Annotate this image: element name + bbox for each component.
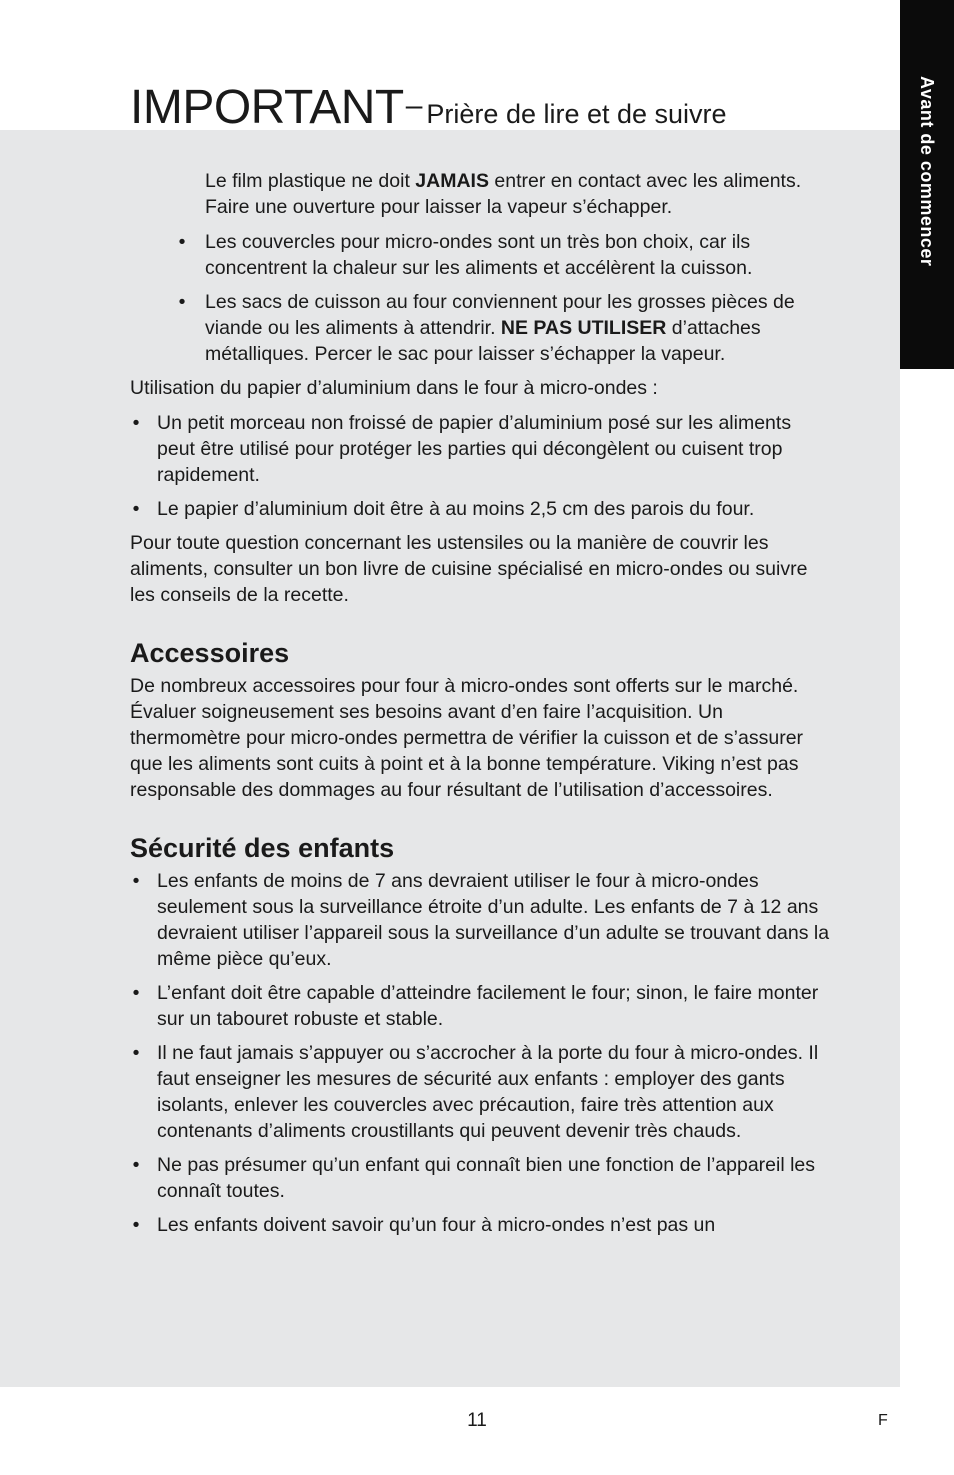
list-item: • Les sacs de cuisson au four conviennent pour les grosses pièces de viande ou les aliments à attendrir. NE PAS UTILISER d’attaches métalliques. Percer le sac pour laisser s’échapper la vapeur.: [130, 289, 830, 367]
bullet-icon: •: [178, 291, 186, 313]
list-item: • Il ne faut jamais s’appuyer ou s’accrocher à la porte du four à micro-ondes. Il faut enseigner les mesures de sécurité aux enfants : employer des gants isolants, enlever les couvercles avec précaution, faire très attention aux contenants d’aliments croustillants qui peuvent devenir très chauds.: [130, 1040, 830, 1144]
bullet-icon: •: [132, 498, 140, 520]
intro-continuation: Le film plastique ne doit JAMAIS entrer en contact avec les aliments. Faire une ouverture pour laisser la vapeur s’échapper.: [205, 170, 802, 218]
accessoires-body: De nombreux accessoires pour four à micro-ondes sont offerts sur le marché. Évaluer soigneusement ses besoins avant d’en faire l’acquisition. Un thermomètre pour micro-ondes permettra de vérifier la cuisson et de s’assurer que les aliments sont cuits à point et à la bonne température. Viking n’est pas responsable des dommages au four résultant de l’utilisation d’accessoires.: [130, 675, 804, 801]
bullet-icon: •: [132, 412, 140, 434]
bullet-icon: •: [178, 231, 186, 253]
securite-bullet-list: [130, 868, 830, 1238]
securite-heading: Sécurité des enfants: [130, 833, 395, 863]
title-dash: –: [405, 89, 423, 122]
language-marker: F: [878, 1412, 888, 1429]
list-item: • Le papier d’aluminium doit être à au moins 2,5 cm des parois du four.: [130, 496, 830, 522]
bullet-icon: •: [132, 870, 140, 892]
title-important: IMPORTANT: [130, 81, 404, 134]
bullet-icon: •: [132, 1154, 140, 1176]
page-title: [130, 81, 727, 134]
list-item: • Les enfants doivent savoir qu’un four à micro-ondes n’est pas un: [130, 1212, 830, 1238]
side-tab-label: Avant de commencer: [917, 76, 937, 267]
list-item: • L’enfant doit être capable d’atteindre facilement le four; sinon, le faire monter sur un tabouret robuste et stable.: [130, 980, 830, 1032]
list-item: • Ne pas présumer qu’un enfant qui connaît bien une fonction de l’appareil les connaît toutes.: [130, 1152, 830, 1204]
bullet-icon: •: [132, 1214, 140, 1236]
intro-bullet-list: [130, 229, 830, 367]
aluminum-lead: Utilisation du papier d’aluminium dans le four à micro-ondes :: [130, 377, 658, 399]
bullet-icon: •: [132, 982, 140, 1004]
bullet-icon: •: [132, 1042, 140, 1064]
title-subtitle: Prière de lire et de suivre: [426, 99, 727, 129]
section-side-tab: [900, 0, 954, 369]
list-item: • Un petit morceau non froissé de papier d’aluminium posé sur les aliments peut être utilisé pour protéger les parties qui décongèlent ou cuisent trop rapidement.: [130, 410, 830, 488]
page-number: 11: [467, 1410, 487, 1431]
page-content: [130, 168, 830, 1246]
list-item: • Les couvercles pour micro-ondes sont un très bon choix, car ils concentrent la chaleur sur les aliments et accélèrent la cuisson.: [130, 229, 830, 281]
aluminum-closing: Pour toute question concernant les ustensiles ou la manière de couvrir les aliments, consulter un bon livre de cuisine spécialisé en micro-ondes ou suivre les conseils de la recette.: [130, 532, 808, 606]
list-item: • Les enfants de moins de 7 ans devraient utiliser le four à micro-ondes seulement sous la surveillance étroite d’un adulte. Les enfants de 7 à 12 ans devraient utiliser l’appareil sous la surveillance d’un adulte se trouvant dans la même pièce qu’eux.: [130, 868, 830, 972]
accessoires-heading: Accessoires: [130, 638, 290, 668]
aluminum-bullet-list: [130, 410, 830, 522]
